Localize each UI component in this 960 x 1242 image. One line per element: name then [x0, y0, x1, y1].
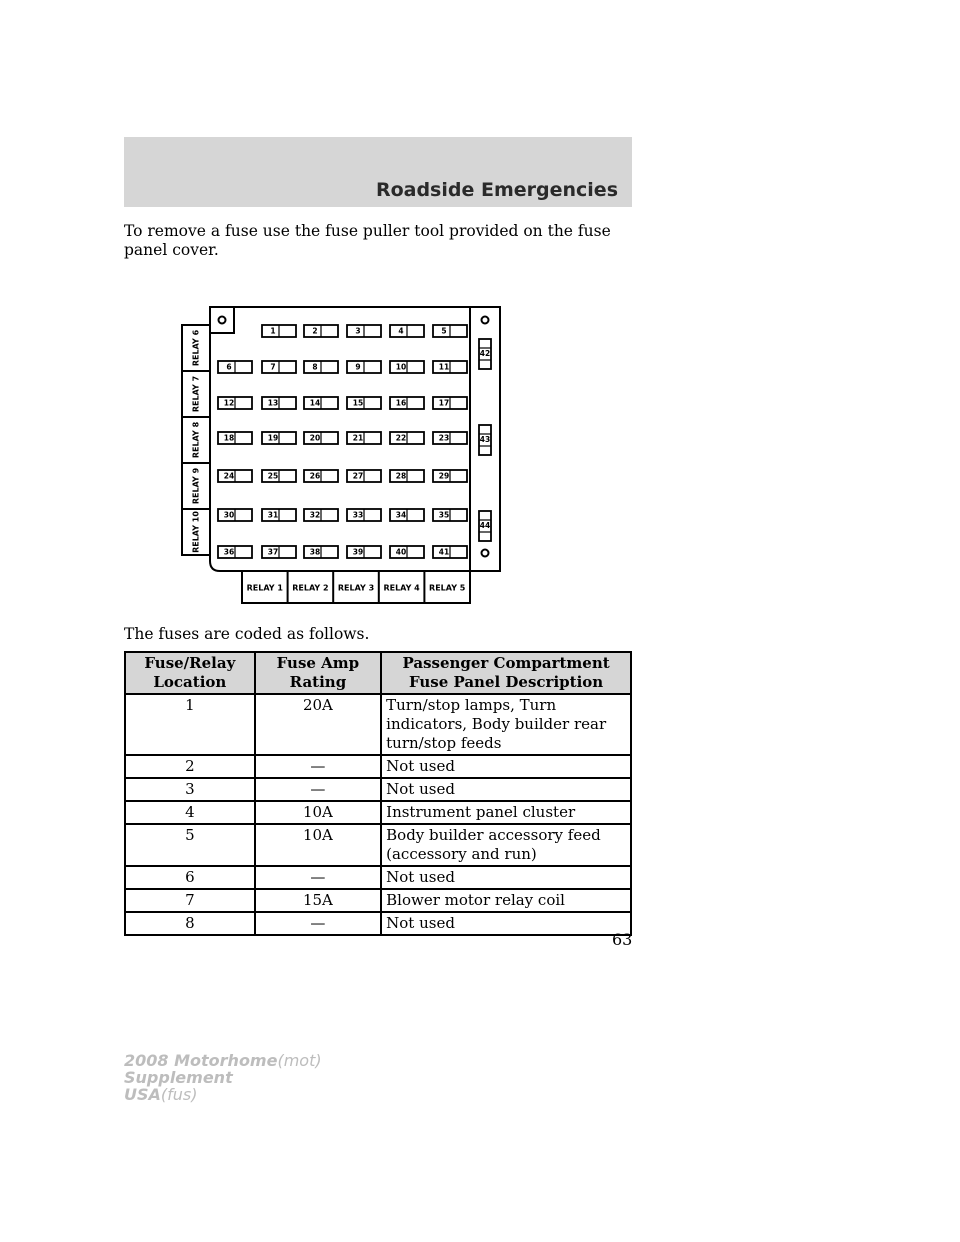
table-row [125, 866, 631, 889]
cell-amp-rating: — [255, 755, 381, 778]
table-row [125, 889, 631, 912]
mount-hole [482, 550, 489, 557]
cell-location: 2 [125, 755, 255, 778]
cell-amp-rating: 15A [255, 889, 381, 912]
fuse-number: 30 [223, 510, 235, 520]
relay-label: RELAY 1 [246, 583, 283, 593]
cell-location: 7 [125, 889, 255, 912]
section-title: Roadside Emergencies [375, 179, 618, 201]
fuse-number: 24 [223, 471, 235, 481]
cell-description: Blower motor relay coil [381, 889, 631, 912]
fuse-number: 9 [355, 362, 361, 372]
footer-model-code: (mot) [277, 1051, 322, 1070]
mount-hole [219, 317, 226, 324]
fuse-number: 33 [352, 510, 364, 520]
cell-description: Not used [381, 755, 631, 778]
fuse-number: 43 [479, 435, 491, 444]
page-number: 63 [612, 930, 633, 949]
fuse-number: 32 [309, 510, 321, 520]
mount-tab [210, 307, 234, 333]
cell-description: Not used [381, 778, 631, 801]
fuse-number: 10 [395, 362, 407, 372]
fuse-number: 36 [223, 547, 235, 557]
relay-label: RELAY 8 [191, 421, 201, 459]
fuse-number: 2 [312, 326, 318, 336]
fuse-number: 11 [438, 362, 450, 372]
header-amp-rating: Fuse Amp Rating [255, 652, 381, 694]
header-band [124, 137, 632, 207]
coded-text: The fuses are coded as follows. [124, 625, 370, 643]
fuse-number: 8 [312, 362, 318, 372]
fuse-number: 34 [395, 510, 407, 520]
table-row [125, 824, 631, 866]
relay-label: RELAY 3 [337, 583, 375, 593]
fuse-number: 23 [438, 433, 450, 443]
fuse-table [124, 651, 632, 936]
fuse-number: 12 [223, 398, 235, 408]
fuse-number: 14 [309, 398, 321, 408]
table-header-row [125, 652, 631, 694]
fuse-number: 18 [223, 433, 235, 443]
fuse-number: 6 [226, 362, 232, 372]
fuse-number: 44 [479, 521, 491, 530]
cell-location: 3 [125, 778, 255, 801]
fuse-number: 27 [352, 471, 364, 481]
cell-description: Turn/stop lamps, Turn indicators, Body builder rear turn/stop feeds [381, 694, 631, 755]
relay-label: RELAY 2 [292, 583, 329, 593]
table-row [125, 778, 631, 801]
fuse-panel-diagram [176, 305, 506, 605]
fuse-number: 41 [438, 547, 450, 557]
fuse-number: 40 [395, 547, 407, 557]
fuse-number: 20 [309, 433, 321, 443]
fuse-number: 22 [395, 433, 407, 443]
fuse-number: 5 [441, 326, 447, 336]
footer-model: 2008 Motorhome [124, 1051, 278, 1070]
fuse-number: 37 [267, 547, 279, 557]
relay-label: RELAY 4 [383, 583, 420, 593]
fuse-number: 16 [395, 398, 407, 408]
cell-amp-rating: — [255, 778, 381, 801]
footer-supplement: Supplement [124, 1068, 233, 1087]
fuse-number: 21 [352, 433, 364, 443]
table-row [125, 801, 631, 824]
table-row [125, 755, 631, 778]
fuse-number: 3 [355, 326, 361, 336]
fuse-number: 15 [352, 398, 364, 408]
fuse-number: 39 [352, 547, 364, 557]
fuse-number: 31 [267, 510, 279, 520]
footer-market: USA [124, 1085, 161, 1104]
cell-location: 6 [125, 866, 255, 889]
cell-description: Not used [381, 912, 631, 935]
relay-label: RELAY 6 [191, 329, 201, 367]
header-description: Passenger Compartment Fuse Panel Description [381, 652, 631, 694]
cell-description: Instrument panel cluster [381, 801, 631, 824]
cell-description: Body builder accessory feed (accessory and run) [381, 824, 631, 866]
relay-label: RELAY 5 [429, 583, 466, 593]
footer [124, 1052, 322, 1103]
fuse-number: 26 [309, 471, 321, 481]
fuse-number: 35 [438, 510, 450, 520]
fuse-number: 17 [438, 398, 450, 408]
fuse-number: 28 [395, 471, 407, 481]
cell-location: 8 [125, 912, 255, 935]
fuse-number: 1 [270, 326, 276, 336]
fuse-number: 38 [309, 547, 321, 557]
relay-label: RELAY 9 [191, 467, 201, 505]
fuse-number: 4 [398, 326, 404, 336]
fuse-number: 19 [267, 433, 279, 443]
relay-label: RELAY 10 [191, 511, 201, 553]
cell-amp-rating: 20A [255, 694, 381, 755]
fuse-number: 7 [270, 362, 276, 372]
fuse-number: 25 [267, 471, 279, 481]
cell-amp-rating: — [255, 912, 381, 935]
relay-label: RELAY 7 [191, 375, 201, 413]
cell-amp-rating: 10A [255, 824, 381, 866]
footer-market-code: (fus) [160, 1085, 198, 1104]
fuse-number: 13 [267, 398, 279, 408]
cell-location: 5 [125, 824, 255, 866]
header-location: Fuse/Relay Location [125, 652, 255, 694]
table-row [125, 912, 631, 935]
cell-description: Not used [381, 866, 631, 889]
cell-amp-rating: 10A [255, 801, 381, 824]
cell-location: 1 [125, 694, 255, 755]
cell-amp-rating: — [255, 866, 381, 889]
cell-location: 4 [125, 801, 255, 824]
mount-hole [482, 317, 489, 324]
fuse-number: 42 [479, 349, 491, 358]
intro-paragraph: To remove a fuse use the fuse puller tool provided on the fuse panel cover. [124, 222, 611, 259]
fuse-number: 29 [438, 471, 450, 481]
table-row [125, 694, 631, 755]
